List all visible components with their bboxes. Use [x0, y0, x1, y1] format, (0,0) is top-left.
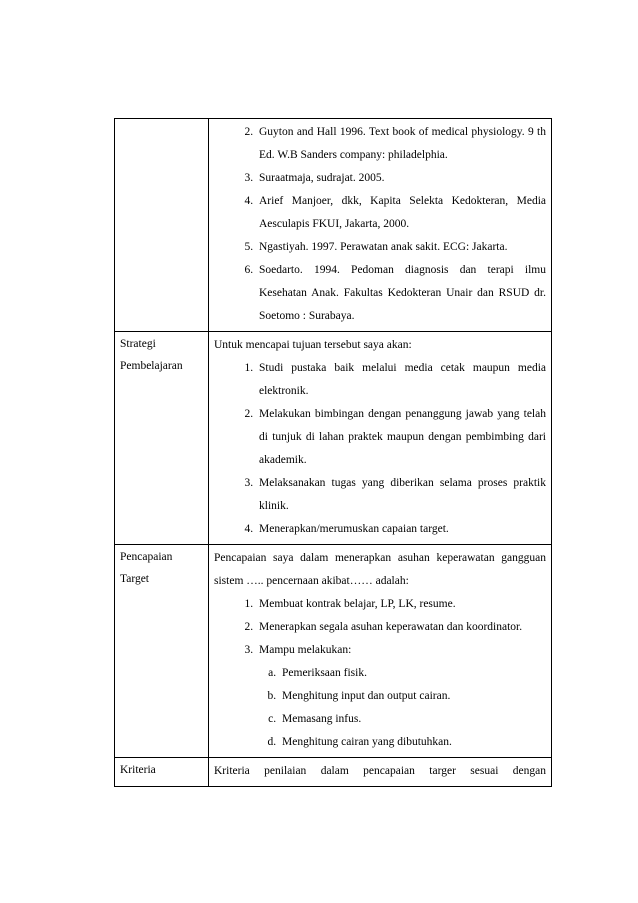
kriteria-label: Kriteria [115, 758, 209, 787]
strategi-item: 3. Melaksanakan tugas yang diberikan selama proses praktik klinik. [256, 472, 546, 518]
pencapaian-sublist [259, 662, 546, 754]
pencapaian-label: Pencapaian Target [115, 545, 209, 758]
pencapaian-subitem: b. Menghitung input dan output cairan. [279, 685, 546, 708]
reference-item: 4. Arief Manjoer, dkk, Kapita Selekta Kedokteran, Media Aesculapis FKUI, Jakarta, 2000. [256, 190, 546, 236]
pencapaian-item: 3. Mampu melakukan: a. Pemeriksaan fisik. b. Menghitung input dan output cairan. c. Memasang infus. d. Menghitung cairan yang dibutuhkan. [256, 639, 546, 754]
reference-item: 6. Soedarto. 1994. Pedoman diagnosis dan terapi ilmu Kesehatan Anak. Fakultas Kedokteran Unair dan RSUD dr. Soetomo : Surabaya. [256, 259, 546, 328]
strategi-label: Strategi Pembelajaran [115, 332, 209, 545]
references-row [115, 119, 552, 332]
pencapaian-item: 2. Menerapkan segala asuhan keperawatan dan koordinator. [256, 616, 546, 639]
kriteria-content: Kriteria penilaian dalam pencapaian targer sesuai dengan [209, 758, 552, 787]
pencapaian-list [214, 593, 546, 754]
reference-item: 3. Suraatmaja, sudrajat. 2005. [256, 167, 546, 190]
pencapaian-row [115, 545, 552, 758]
pencapaian-item: 1. Membuat kontrak belajar, LP, LK, resume. [256, 593, 546, 616]
strategi-item: 2. Melakukan bimbingan dengan penanggung jawab yang telah di tunjuk di lahan praktek maupun dengan pembimbing dari akademik. [256, 403, 546, 472]
strategi-item: 4. Menerapkan/merumuskan capaian target. [256, 518, 546, 541]
reference-item: 5. Ngastiyah. 1997. Perawatan anak sakit. ECG: Jakarta. [256, 236, 546, 259]
strategi-intro: Untuk mencapai tujuan tersebut saya akan: [214, 339, 412, 351]
reference-item: 2. Guyton and Hall 1996. Text book of medical physiology. 9 th Ed. W.B Sanders company: philadelphia. [256, 121, 546, 167]
document-table [114, 118, 552, 787]
kriteria-row [115, 758, 552, 787]
empty-label-cell [115, 119, 209, 332]
pencapaian-subitem: d. Menghitung cairan yang dibutuhkan. [279, 731, 546, 754]
reference-list [214, 121, 546, 328]
strategi-content [209, 332, 552, 545]
pencapaian-subitem: a. Pemeriksaan fisik. [279, 662, 546, 685]
pencapaian-content [209, 545, 552, 758]
pencapaian-subitem: c. Memasang infus. [279, 708, 546, 731]
strategi-item: 1. Studi pustaka baik melalui media cetak maupun media elektronik. [256, 357, 546, 403]
references-cell [209, 119, 552, 332]
strategi-list [214, 357, 546, 541]
pencapaian-intro: Pencapaian saya dalam menerapkan asuhan keperawatan gangguan sistem ….. pencernaan akibat…… adalah: [214, 552, 546, 587]
strategi-row [115, 332, 552, 545]
